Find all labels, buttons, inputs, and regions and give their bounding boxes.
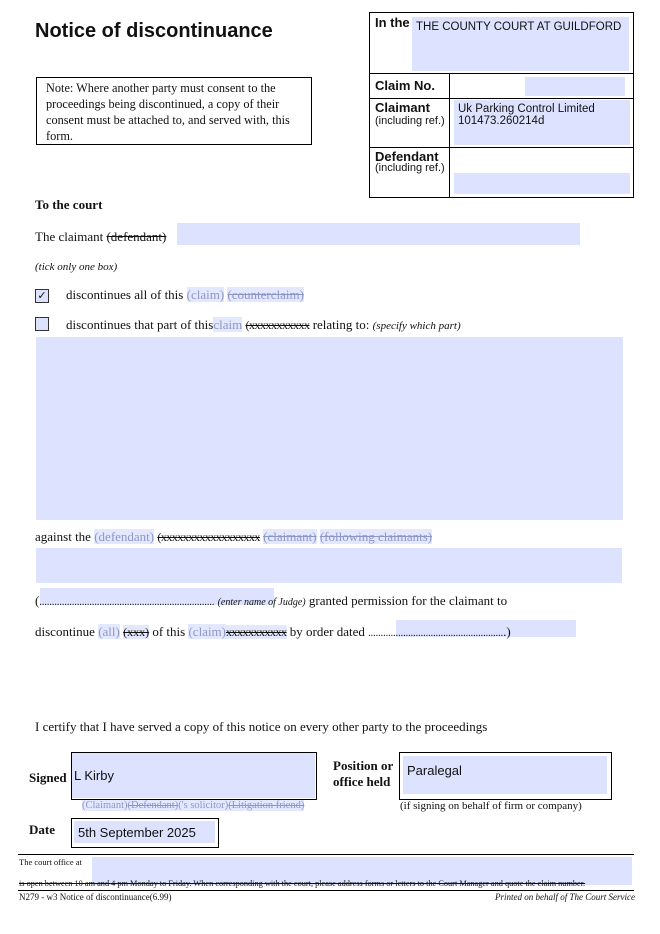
form-code: N279 - w3 Notice of discontinuance(6.99) bbox=[19, 892, 172, 902]
against-x: (xxxxxxxxxxxxxxxxxx bbox=[157, 530, 260, 544]
date-label: Date bbox=[29, 822, 55, 837]
signed-label: Signed bbox=[29, 770, 67, 785]
defendant-field[interactable] bbox=[454, 173, 630, 194]
disc-claim: (claim) bbox=[188, 624, 227, 639]
tick-one-note: (tick only one box) bbox=[35, 261, 118, 273]
firm-note: (if signing on behalf of firm or company) bbox=[400, 800, 582, 812]
header-vline bbox=[449, 73, 450, 197]
claimant-name: Uk Parking Control Limited bbox=[458, 103, 595, 115]
against-following: (following claimants) bbox=[319, 529, 433, 544]
discontinue-all-checkbox[interactable]: ✓ bbox=[35, 289, 49, 303]
signed-value: L Kirby bbox=[74, 768, 114, 783]
disc-x2: xxxxxxxxxxx bbox=[226, 625, 287, 639]
defendant-label: Defendant bbox=[375, 149, 439, 164]
court-name: THE COUNTY COURT AT GUILDFORD bbox=[416, 21, 622, 33]
option-all-counterclaim: (counterclaim) bbox=[227, 287, 304, 302]
judge-text: granted permission for the claimant to bbox=[308, 593, 508, 608]
signed-field[interactable] bbox=[72, 753, 315, 798]
claimant-line bbox=[35, 229, 166, 245]
position-label-1: Position or bbox=[333, 758, 394, 773]
judge-open: ( bbox=[35, 593, 40, 608]
disc-order: by order dated bbox=[289, 624, 365, 639]
against-claimant: (claimant) bbox=[263, 529, 317, 544]
role-defendant: (Defendant) bbox=[127, 800, 179, 811]
header-divider-2 bbox=[369, 98, 633, 99]
to-court-heading: To the court bbox=[35, 197, 103, 212]
claimant-field[interactable] bbox=[454, 100, 630, 145]
court-name-field[interactable] bbox=[412, 17, 629, 71]
discontinue-line bbox=[35, 624, 511, 640]
against-defendant: (defendant) bbox=[94, 529, 155, 544]
against-text: against the bbox=[35, 529, 91, 544]
page-title: Notice of discontinuance bbox=[35, 20, 273, 42]
claim-no-field[interactable] bbox=[525, 77, 625, 96]
judge-line bbox=[35, 593, 507, 609]
role-solicitor: ('s solicitor) bbox=[178, 800, 229, 811]
claimant-sub: (including ref.) bbox=[375, 115, 445, 127]
disc-of: of this bbox=[152, 624, 186, 639]
option-part-line bbox=[66, 317, 461, 333]
defendant-sub: (including ref.) bbox=[375, 162, 445, 174]
option-all-line bbox=[66, 287, 304, 303]
office-at-label: The court office at bbox=[19, 857, 82, 867]
position-value: Paralegal bbox=[407, 763, 462, 778]
against-line bbox=[35, 529, 432, 545]
defendant-struck: (defendant) bbox=[106, 229, 167, 244]
claimant-ref: 101473.260214d bbox=[458, 115, 545, 127]
option-all-claim: (claim) bbox=[186, 287, 225, 302]
header-divider-3 bbox=[369, 147, 633, 148]
option-part-specify: (specify which part) bbox=[372, 320, 461, 332]
certify-statement: I certify that I have served a copy of this notice on every other party to the proceedings bbox=[35, 719, 488, 734]
disc-close: .) bbox=[503, 624, 511, 639]
part-specification-field[interactable] bbox=[36, 337, 623, 520]
judge-hint: (enter name of Judge) bbox=[217, 597, 306, 608]
printed-by: Printed on behalf of The Court Service bbox=[495, 892, 635, 902]
against-name-field[interactable] bbox=[36, 548, 622, 583]
claimant-label: Claimant bbox=[375, 100, 430, 115]
option-part-relating: relating to: bbox=[312, 317, 370, 332]
position-label-2: office held bbox=[333, 774, 391, 789]
in-the-label: In the bbox=[375, 15, 410, 30]
position-field[interactable] bbox=[403, 756, 607, 794]
date-field[interactable] bbox=[74, 821, 215, 843]
disc-all: (all) bbox=[98, 624, 120, 639]
option-part-text: discontinues that part of this bbox=[66, 317, 214, 332]
date-value: 5th September 2025 bbox=[78, 825, 196, 840]
claimant-name-field[interactable] bbox=[177, 223, 580, 245]
office-hours: is open between 10 am and 4 pm Monday to Friday. When corresponding with the court, please address forms or letters to the Court Manager and quote the claim number. bbox=[19, 879, 586, 888]
role-claimant: (Claimant) bbox=[82, 800, 128, 811]
note-box bbox=[36, 77, 312, 145]
option-all-text: discontinues all of this bbox=[66, 287, 184, 302]
role-friend: (Litigation friend) bbox=[228, 800, 305, 811]
note-text: Note: Where another party must consent to the proceedings being discontinued, a copy of their consent must be attached to, and served with, this form. bbox=[46, 81, 290, 143]
option-part-x: (xxxxxxxxxxx bbox=[245, 318, 310, 332]
discontinue-part-checkbox[interactable] bbox=[35, 317, 49, 331]
header-divider-1 bbox=[369, 73, 633, 74]
option-part-claim: claim bbox=[213, 317, 243, 332]
disc-x: (xxx) bbox=[123, 625, 150, 639]
claim-no-label: Claim No. bbox=[375, 78, 435, 93]
footer-top-line bbox=[18, 854, 634, 855]
signed-roles bbox=[82, 800, 304, 811]
footer-bottom-line bbox=[18, 890, 634, 891]
judge-dots: ...................................................................... bbox=[39, 597, 215, 608]
disc-text: discontinue bbox=[35, 624, 95, 639]
claimant-text: The claimant bbox=[35, 229, 104, 244]
disc-dots: ...................................................... bbox=[368, 628, 504, 639]
